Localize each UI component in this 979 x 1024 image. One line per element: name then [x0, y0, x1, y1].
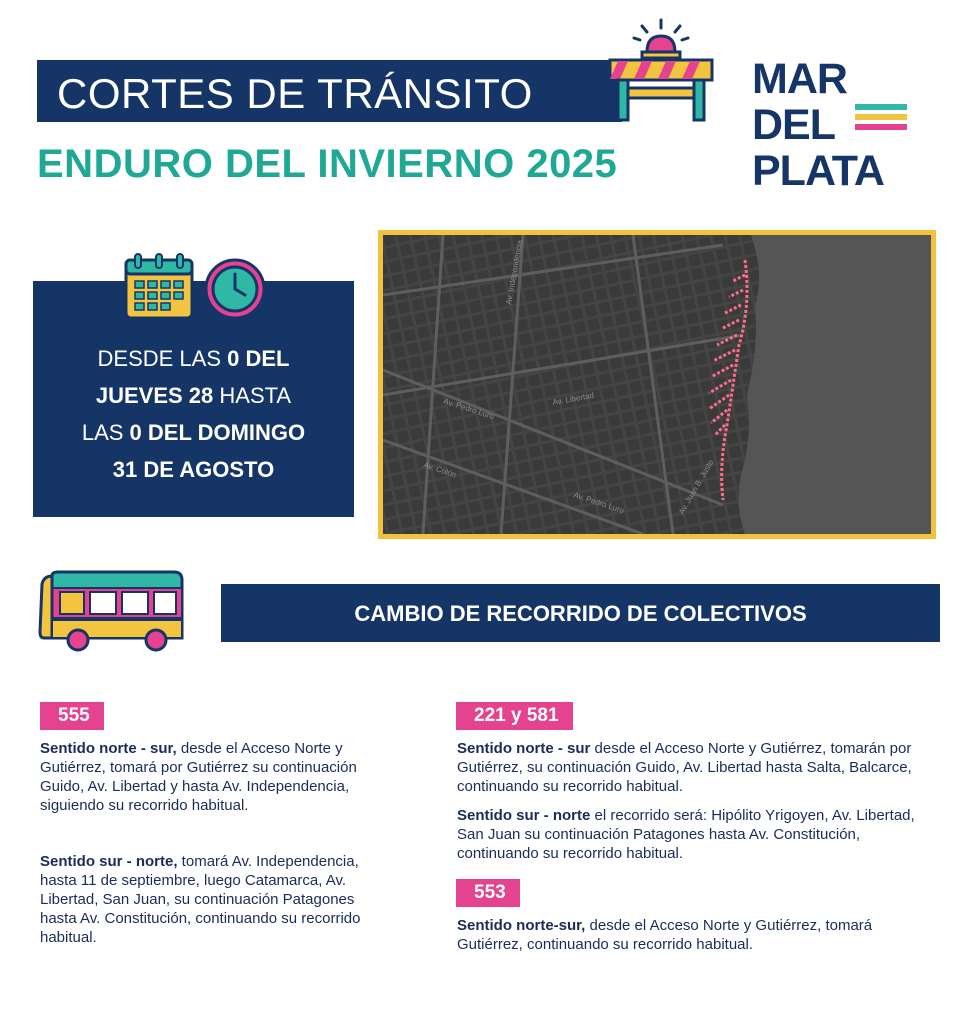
page-title: CORTES DE TRÁNSITO	[57, 70, 533, 117]
section-title: CAMBIO DE RECORRIDO DE COLECTIVOS	[354, 601, 807, 626]
map-label-4: Av. Pedro Luro	[572, 490, 626, 516]
route-555-southnorth	[40, 852, 385, 947]
logo-line-2: DEL	[752, 101, 835, 149]
route-221-p1-text: desde el Acceso Norte y Gutiérrez, tomarán por Gutiérrez, su continuación Guido, Av. Libertad hasta Salta, Balcarce, continuando su recorrido habitual.	[457, 740, 912, 795]
logo-stripe-yellow	[855, 114, 907, 120]
route-555-p2-bold: Sentido sur - norte,	[40, 853, 178, 870]
route-555-northsouth	[40, 739, 385, 815]
clock-icon	[203, 257, 267, 321]
event-subtitle: ENDURO DEL INVIERNO 2025	[37, 142, 618, 186]
route-553-p1-bold: Sentido norte-sur,	[457, 917, 586, 934]
map-sea	[739, 235, 931, 534]
logo-stripe-teal	[855, 104, 907, 110]
logo-stripes	[855, 104, 907, 134]
route-tag-553: 553	[456, 879, 520, 907]
schedule-part6: 0 DEL DOMINGO	[129, 420, 306, 445]
route-221-p2-text: el recorrido será: Hipólito Yrigoyen, Av. Libertad, San Juan su continuación Patagones hasta Av. Constitución, continuando su recorrido habitual.	[457, 807, 915, 862]
title-banner	[37, 60, 622, 122]
route-tag-221-581: 221 y 581	[456, 702, 573, 730]
schedule-part2: 0 DEL	[227, 346, 290, 371]
schedule-part3: JUEVES 28	[95, 383, 214, 408]
route-221-southnorth	[457, 806, 927, 863]
route-221-northsouth	[457, 739, 927, 796]
schedule-part4: HASTA	[213, 383, 292, 408]
schedule-text	[33, 340, 354, 488]
schedule-part1: DESDE LAS	[97, 346, 228, 371]
route-555-p2-text: tomará Av. Independencia, hasta 11 de septiembre, luego Catamarca, Av. Libertad, San Juan, su continuación Patagones hasta Av. Constitución, continuando su recorrido habitual.	[40, 853, 361, 946]
route-553-p1-text: desde el Acceso Norte y Gutiérrez, tomará Gutiérrez, continuando su recorrido habitual.	[457, 917, 873, 953]
map-label-2: Av. Libertad	[551, 390, 595, 407]
route-555-p1-text: desde el Acceso Norte y Gutiérrez, tomará por Gutiérrez su continuación Guido, Av. Libertad y hasta Av. Independencia, siguiendo su recorrido habitual.	[40, 740, 357, 814]
route-tag-555: 555	[40, 702, 104, 730]
logo-line-1: MAR	[752, 55, 847, 103]
schedule-part5: LAS	[81, 420, 130, 445]
route-221-p1-bold: Sentido norte - sur	[457, 740, 591, 757]
calendar-icon	[123, 250, 197, 322]
section-banner	[221, 584, 940, 642]
route-555-p1-bold: Sentido norte - sur,	[40, 740, 177, 757]
map-label-1: Av. Pedro Luro	[442, 396, 496, 422]
map-label-6: Av. Juan B. Justo	[676, 458, 716, 516]
route-553-northsouth	[457, 916, 907, 954]
route-221-p2-bold: Sentido sur - norte	[457, 807, 591, 824]
map-label-3: Av. Colón	[422, 460, 458, 480]
logo-line-3: PLATA	[752, 147, 884, 195]
schedule-part7: 31 DE AGOSTO	[112, 457, 275, 482]
roadblock-icon	[604, 16, 719, 126]
map-label-5: Av. Independencia	[504, 239, 525, 306]
map-graphic	[383, 235, 931, 534]
bus-icon	[38, 568, 186, 656]
route-map	[378, 230, 936, 539]
logo-stripe-pink	[855, 124, 907, 130]
